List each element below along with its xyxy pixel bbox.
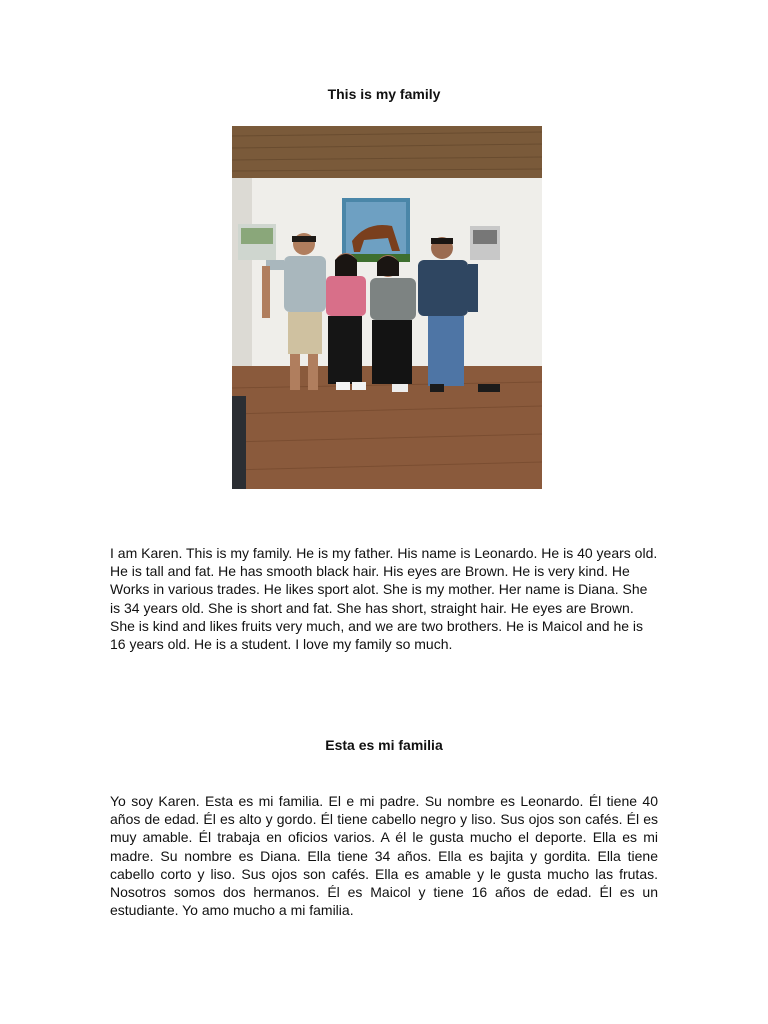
paragraph-english: I am Karen. This is my family. He is my father. His name is Leonardo. He is 40 years old. He is tall and fat. He has smooth black hair. His eyes are Brown. He is very kind. He Works in various trades. He likes sport alot. She is my mother. Her name is Diana. She is 34 years old. She is short and fat. She has short, straight hair. He eyes are Brown. She is kind and likes fruits very much, and we are two brothers. He is Maicol and he is 16 years old. He is a student. I love my family so much. — [110, 545, 658, 653]
page-title-english: This is my family — [327, 86, 441, 102]
paragraph-spanish: Yo soy Karen. Esta es mi familia. El e mi padre. Su nombre es Leonardo. Él tiene 40 años de edad. Él es alto y gordo. Él tiene cabello negro y liso. Sus ojos son cafés. Él es muy amable. Él trabaja en oficios varios. A él le gusta mucho el deporte. Ella es mi madre. Su nombre es Diana. Ella tiene 34 años. Ella es bajita y gordita. Ella tiene cabello corto y liso. Sus ojos son cafés. Ella es amable y le gusta mucho las frutas. Nosotros somos dos hermanos. Él es Maicol y tiene 16 años de edad. Él es un estudiante. Yo amo mucho a mi familia. — [110, 793, 658, 919]
page-title-spanish: Esta es mi familia — [325, 737, 443, 753]
family-photo — [232, 126, 542, 489]
